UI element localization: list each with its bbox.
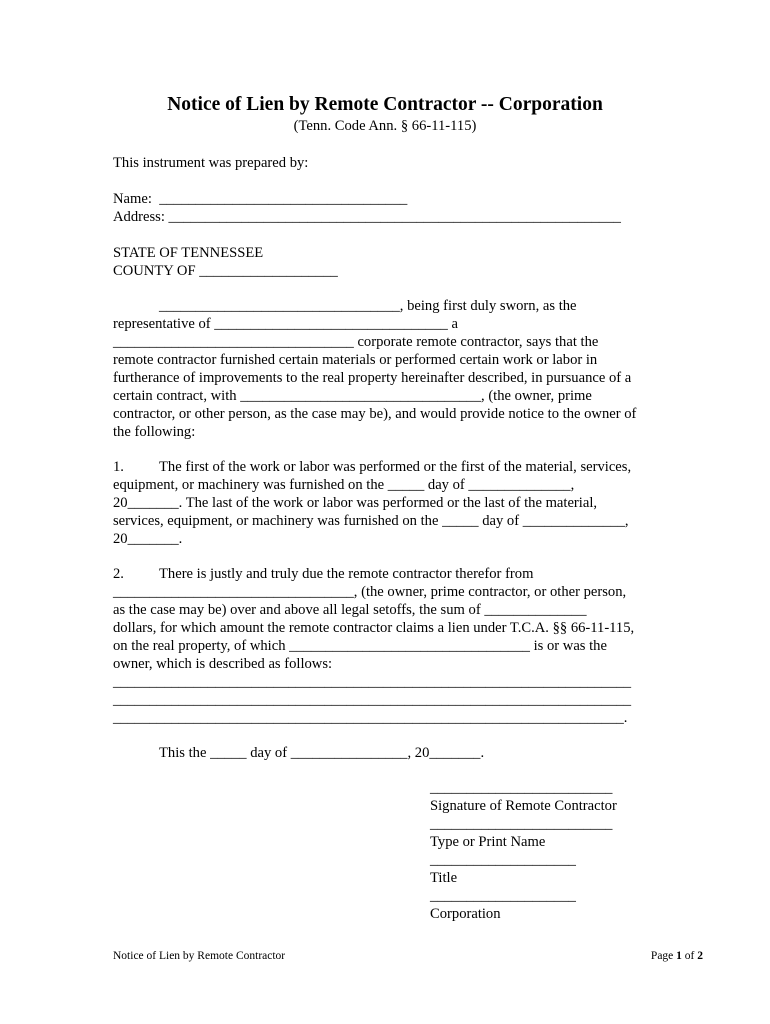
page-total: 2 (697, 950, 703, 962)
item-2-number: 2. (113, 566, 124, 582)
title-label: Title (430, 870, 458, 886)
body-line: remote contractor furnished certain materials or performed certain work or labor in (113, 352, 598, 368)
document-subtitle: (Tenn. Code Ann. § 66-11-115) (293, 118, 477, 134)
page-current: 1 (676, 950, 682, 962)
item-1-line: equipment, or machinery was furnished on the _____ day of ______________, (113, 477, 575, 493)
item-2-line: dollars, for which amount the remote contractor claims a lien under T.C.A. §§ 66-11-115, (113, 620, 635, 636)
item-1-line: 20_______. The last of the work or labor was performed or the last of the material, (113, 495, 598, 511)
corporation-label: Corporation (430, 906, 501, 922)
county-line: COUNTY OF ___________________ (113, 263, 338, 279)
title-blank: ____________________ (430, 852, 576, 868)
body-line: _________________________________, being first duly sworn, as the (159, 298, 577, 314)
body-line: furtherance of improvements to the real property hereinafter described, in pursuance of a (113, 370, 632, 386)
print-name-blank: _________________________ (430, 816, 613, 832)
item-1-line: 20_______. (113, 531, 183, 547)
item-2-line: owner, which is described as follows: (113, 656, 333, 672)
name-field-line: Name: __________________________________ (113, 191, 408, 207)
item-1-number: 1. (113, 459, 124, 475)
body-line: certain contract, with _________________________________, (the owner, prime (113, 388, 592, 404)
document-title: Notice of Lien by Remote Contractor -- Corporation (167, 94, 603, 115)
item-2-line: _________________________________, (the owner, prime contractor, or other person, (113, 584, 627, 600)
state-line: STATE OF TENNESSEE (113, 245, 264, 261)
footer-page-number (651, 949, 703, 963)
body-line: _________________________________ corporate remote contractor, says that the (113, 334, 599, 350)
footer-document-name: Notice of Lien by Remote Contractor (113, 950, 286, 962)
signature-label: Signature of Remote Contractor (430, 798, 617, 814)
execution-date-line: This the _____ day of ________________, 20_______. (159, 745, 485, 761)
signature-blank: _________________________ (430, 780, 613, 796)
print-name-label: Type or Print Name (430, 834, 546, 850)
page-of: of (681, 950, 698, 962)
body-line: representative of ________________________________ a (113, 316, 458, 332)
description-blank-line: _______________________________________________________________________ (113, 674, 632, 690)
body-line: contractor, or other person, as the case may be), and would provide notice to the owner of (113, 406, 637, 422)
address-field-line: Address: ______________________________________________________________ (113, 209, 621, 225)
item-2-line: There is justly and truly due the remote contractor therefor from (159, 566, 534, 582)
description-blank-line: ______________________________________________________________________. (113, 710, 628, 726)
description-blank-line: _______________________________________________________________________ (113, 692, 632, 708)
page-label: Page (650, 950, 677, 962)
body-line: the following: (113, 424, 196, 440)
item-2-line: on the real property, of which _________________________________ is or was the (113, 638, 607, 654)
item-2-line: as the case may be) over and above all legal setoffs, the sum of ______________ (113, 602, 587, 618)
prepared-by-line: This instrument was prepared by: (113, 155, 309, 171)
item-1-line: services, equipment, or machinery was furnished on the _____ day of ______________, (113, 513, 629, 529)
corporation-blank: ____________________ (430, 888, 576, 904)
item-1-line: The first of the work or labor was performed or the first of the material, services, (159, 459, 632, 475)
